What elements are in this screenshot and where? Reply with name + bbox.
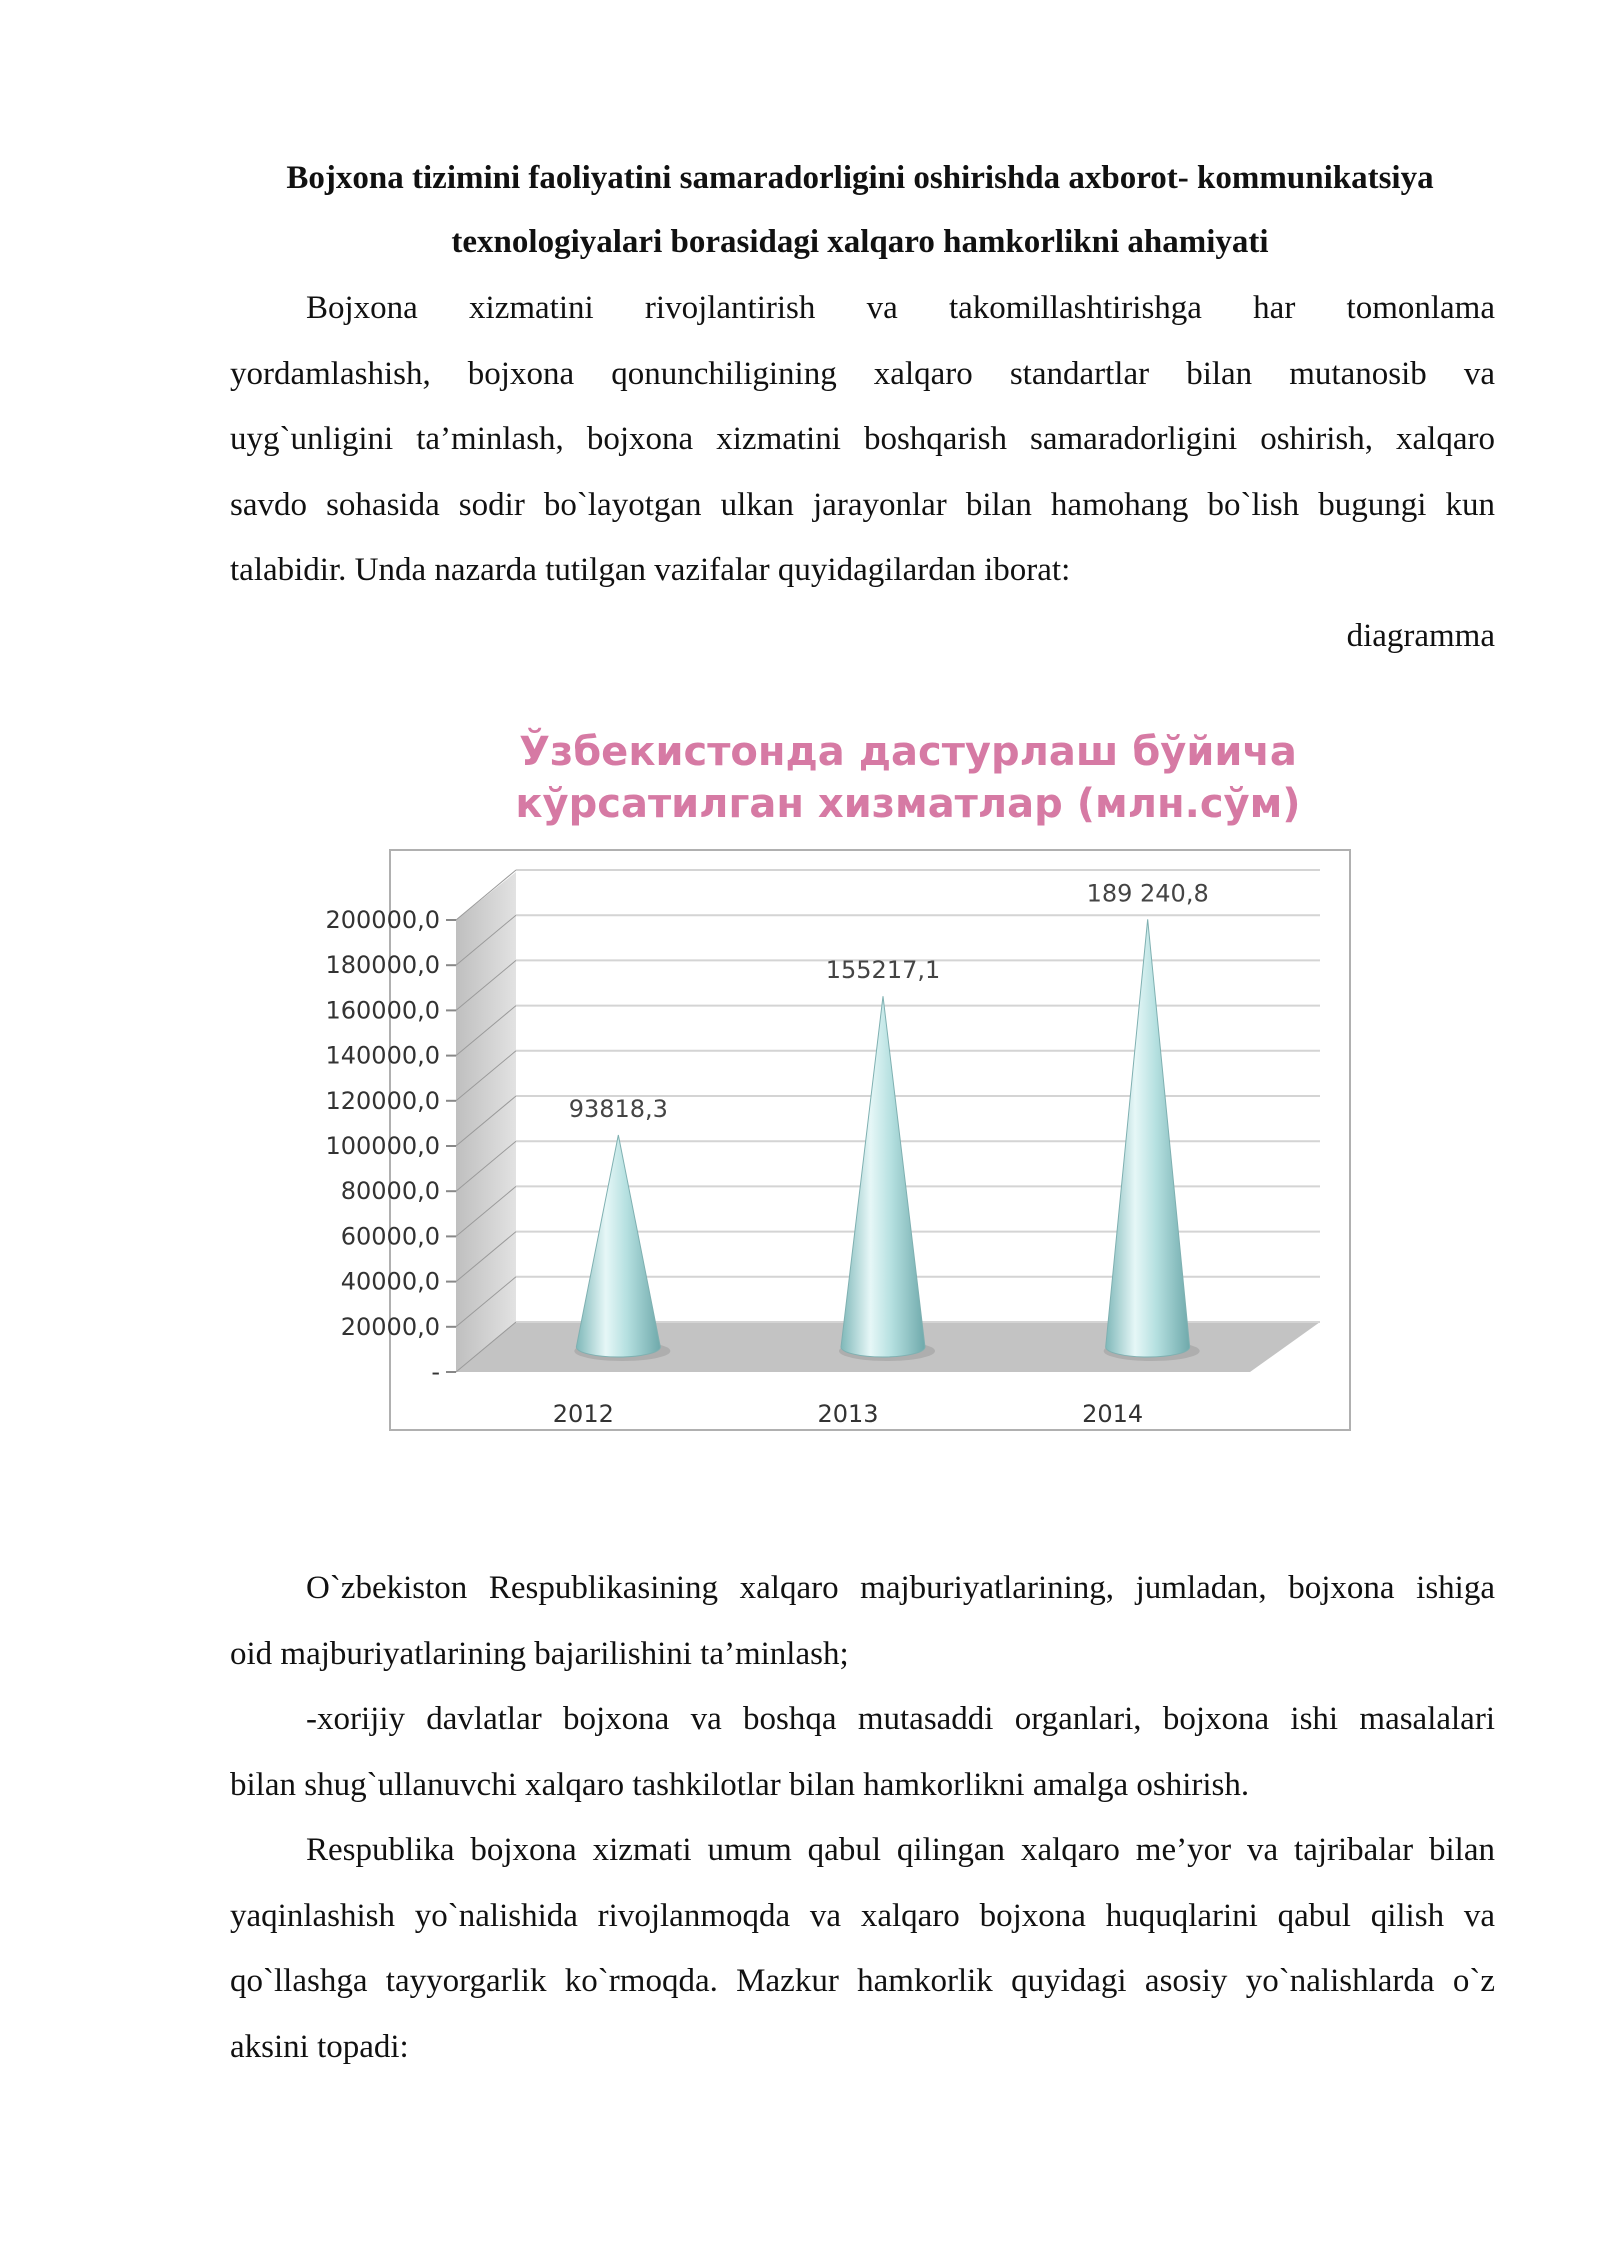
y-tick-label: 140000,0 [325,1041,440,1070]
text-line: savdo sohasida sodir bo`layotgan ulkan jarayonlar bilan hamohang bo`lish bugungi kun [230,486,1495,523]
data-label-2013: 155217,1 [825,956,941,985]
document-title [230,146,1490,274]
y-tick-label: 180000,0 [325,951,440,980]
text-line: Respublika bojxona xizmati umum qabul qilingan xalqaro me’yor va tajribalar bilan [306,1832,1495,1868]
x-tick-label: 2014 [1082,1400,1144,1428]
chart-title-line: Ўзбекистонда дастурлаш бўйича [519,729,1297,775]
paragraph-obligations [230,1556,1495,1687]
y-tick-label: 100000,0 [325,1132,440,1160]
text-line: oid majburiyatlarining bajarilishini ta’minlash; [230,1635,849,1672]
chart [318,660,1398,1480]
paragraph-intro [230,276,1495,604]
text-line: aksini topadi: [230,2028,409,2065]
y-tick-label: 20000,0 [340,1312,440,1341]
y-tick-label: 60000,0 [340,1222,440,1251]
diagram-label: diagramma [1346,618,1495,654]
y-tick-label: 160000,0 [325,996,440,1025]
y-tick-label: - [431,1358,440,1386]
data-label-2012: 93818,3 [568,1094,668,1123]
chart-side-wall [456,872,516,1372]
y-axis-ticks [325,906,456,1386]
text-line: bilan shug`ullanuvchi xalqaro tashkilotlar bilan hamkorlikni amalga oshirish. [230,1766,1250,1803]
text-line: O`zbekiston Respublikasining xalqaro majburiyatlarining, jumladan, bojxona ishiga [306,1570,1495,1606]
chart-title-line: кўрсатилган хизматлар (млн.сўм) [515,781,1301,827]
y-tick-label: 80000,0 [340,1177,440,1206]
y-tick-label: 40000,0 [340,1267,440,1296]
y-tick-label: 120000,0 [325,1086,440,1115]
text-line: -xorijiy davlatlar bojxona va boshqa mutasaddi organlari, bojxona ishi masalalari [306,1701,1495,1737]
text-line: yordamlashish, bojxona qonunchiligining xalqaro standartlar bilan mutanosib va [230,355,1495,392]
x-tick-label: 2012 [552,1400,614,1428]
text-line: uyg`unligini ta’minlash, bojxona xizmatini boshqarish samaradorligini oshirish, xalqaro [230,421,1495,457]
text-line: yaqinlashish yo`nalishida rivojlanmoqda va xalqaro bojxona huquqlarini qabul qilish va [230,1897,1495,1934]
paragraph-directions [230,1818,1495,2080]
text-line: Bojxona xizmatini rivojlantirish va takomillashtirishga har tomonlama [306,290,1495,326]
x-tick-label: 2013 [817,1400,879,1428]
chart-svg [318,660,1398,1480]
text-line: qo`llashga tayyorgarlik ko`rmoqda. Mazkur hamkorlik quyidagi asosiy yo`nalishlarda o`z [230,1963,1495,1999]
text-line: talabidir. Unda nazarda tutilgan vazifalar quyidagilardan iborat: [230,552,1071,588]
title-line: Bojxona tizimini faoliyatini samaradorligini oshirishda axborot- kommunikatsiya [286,160,1434,196]
title-line: texnologiyalari borasidagi xalqaro hamkorlikni ahamiyati [451,224,1269,260]
data-label-2014: 189 240,8 [1086,879,1209,908]
paragraph-cooperation [230,1687,1495,1818]
y-tick-label: 200000,0 [325,906,440,934]
